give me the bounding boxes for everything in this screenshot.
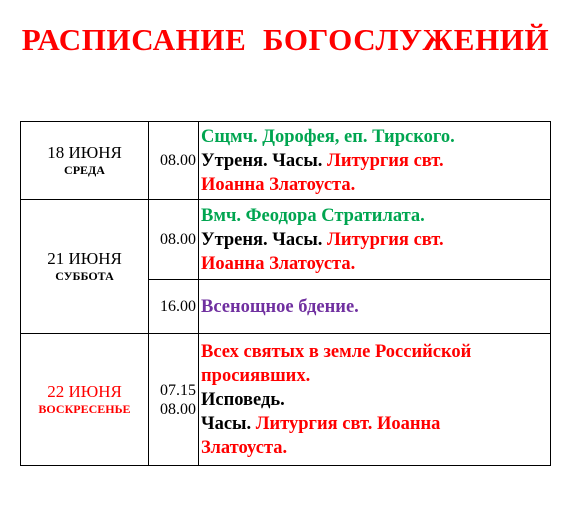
date-cell	[21, 200, 149, 334]
services-label: Утреня. Часы.	[201, 229, 323, 250]
date-label: 21 ИЮНЯ	[47, 249, 122, 268]
liturgy-label-cont: Иоанна Златоуста.	[201, 253, 356, 274]
schedule-table	[20, 121, 551, 466]
services-label: Утреня. Часы.	[201, 150, 323, 171]
weekday-label: СУББОТА	[55, 269, 114, 283]
description-cell	[199, 200, 551, 280]
saint-commemoration: Сщмч. Дорофея, еп. Тирского.	[201, 126, 455, 147]
time-cell	[149, 122, 199, 200]
service-time: 16.00	[160, 298, 196, 315]
description-cell	[199, 280, 551, 334]
liturgy-label-cont: Златоуста.	[201, 437, 288, 458]
saint-commemoration: Вмч. Феодора Стратилата.	[201, 205, 425, 226]
date-label: 22 ИЮНЯ	[47, 382, 122, 401]
time-cell	[149, 200, 199, 280]
confession-label: Исповедь.	[201, 389, 285, 410]
page-title: РАСПИСАНИЕ БОГОСЛУЖЕНИЙ	[21, 22, 550, 57]
date-cell	[21, 334, 149, 466]
service-time: 08.00	[160, 400, 196, 418]
weekday-label: СРЕДА	[64, 163, 105, 177]
service-time: 07.15	[160, 381, 196, 399]
feast-title-cont: просиявших.	[201, 365, 311, 386]
table-row	[21, 200, 551, 280]
description-cell	[199, 122, 551, 200]
time-cell	[149, 334, 199, 466]
vigil-label: Всенощное бдение.	[201, 296, 359, 317]
liturgy-label: Литургия свт.	[327, 150, 444, 171]
service-time: 08.00	[160, 152, 196, 169]
time-cell	[149, 280, 199, 334]
services-label: Часы.	[201, 413, 252, 434]
liturgy-label-cont: Иоанна Златоуста.	[201, 174, 356, 195]
description-cell	[199, 334, 551, 466]
date-label: 18 ИЮНЯ	[47, 143, 122, 162]
table-row	[21, 334, 551, 466]
weekday-label: ВОСКРЕСЕНЬЕ	[38, 402, 131, 416]
service-time: 08.00	[160, 231, 196, 248]
table-row	[21, 122, 551, 200]
date-cell	[21, 122, 149, 200]
liturgy-label: Литургия свт. Иоанна	[255, 413, 441, 434]
feast-title: Всех святых в земле Российской	[201, 341, 472, 362]
liturgy-label: Литургия свт.	[327, 229, 444, 250]
